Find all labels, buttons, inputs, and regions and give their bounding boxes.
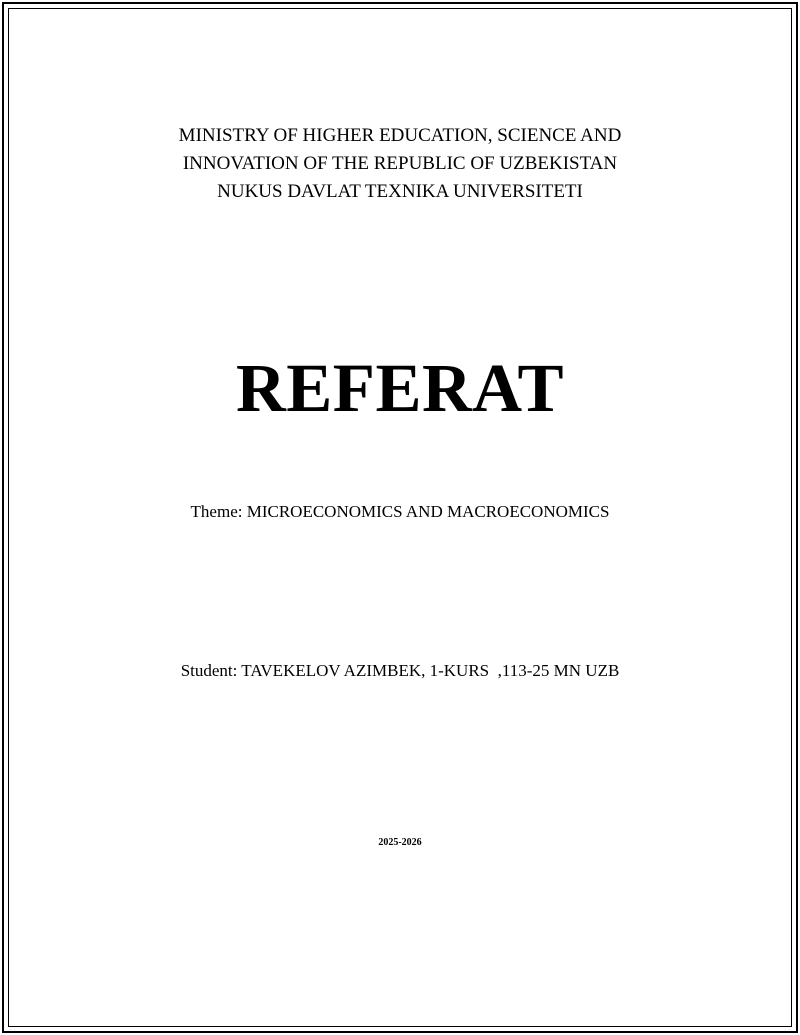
student-line: Student: TAVEKELOV AZIMBEK, 1-KURS ,113-25 MN UZB <box>180 661 620 680</box>
institution-line-3: NUKUS DAVLAT TEXNIKA UNIVERSITETI <box>217 181 583 202</box>
theme-line: Theme: MICROECONOMICS AND MACROECONOMICS <box>190 502 610 521</box>
institution-header <box>0 122 800 206</box>
document-title: REFERAT <box>235 350 565 426</box>
institution-line-2: INNOVATION OF THE REPUBLIC OF UZBEKISTAN <box>182 153 618 174</box>
institution-line-1: MINISTRY OF HIGHER EDUCATION, SCIENCE AND <box>178 125 622 146</box>
academic-years: 2025-2026 <box>378 837 422 848</box>
